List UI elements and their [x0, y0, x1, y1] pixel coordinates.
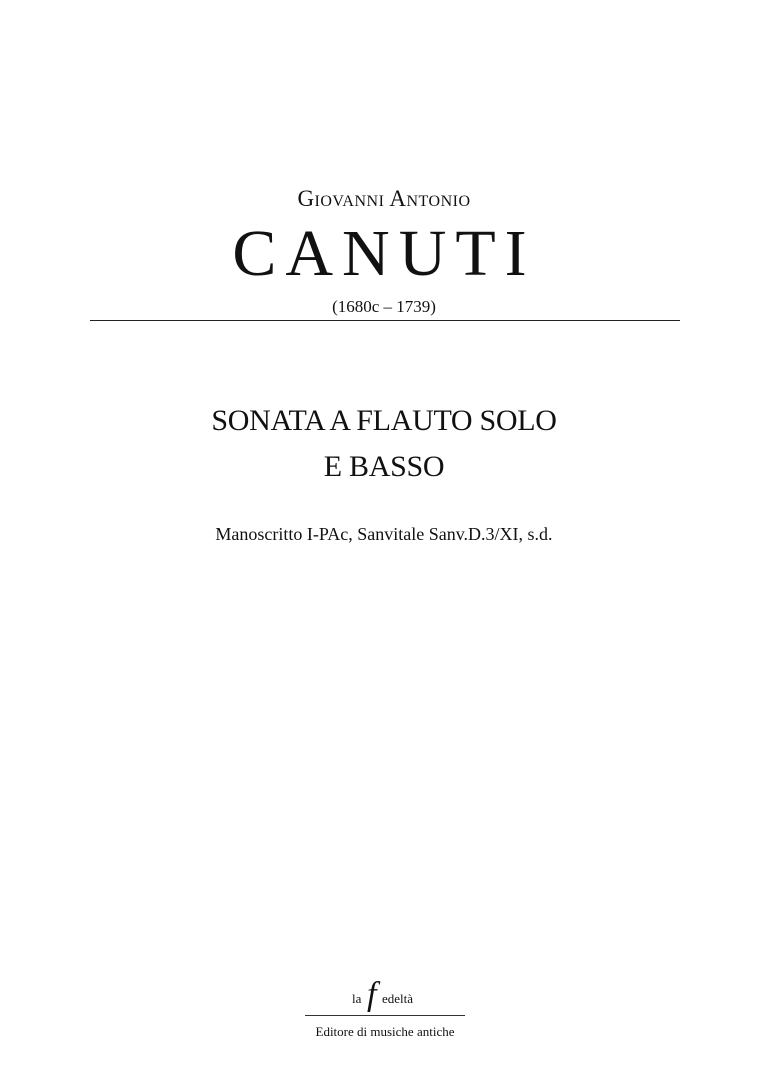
header-divider: [90, 320, 680, 321]
work-title-line-2: E BASSO: [323, 450, 445, 483]
work-title-line-1: SONATA A FLAUTO SOLO: [211, 404, 557, 437]
publisher-logo-prefix: la: [352, 991, 362, 1006]
publisher-tagline: Editore di musiche antiche: [315, 1024, 455, 1039]
publisher-logo-initial: f: [367, 976, 377, 1013]
publisher-logo-divider: [305, 1015, 465, 1016]
composer-surname: CANUTI: [232, 217, 536, 290]
composer-dates: (1680c – 1739): [332, 297, 436, 316]
publisher-logo: [300, 968, 470, 1058]
composer-first-names: Giovanni Antonio: [297, 186, 471, 211]
publisher-logo-rest: edeltà: [382, 991, 414, 1006]
manuscript-source: Manoscritto I-PAc, Sanvitale Sanv.D.3/XI, s.d.: [215, 524, 553, 544]
